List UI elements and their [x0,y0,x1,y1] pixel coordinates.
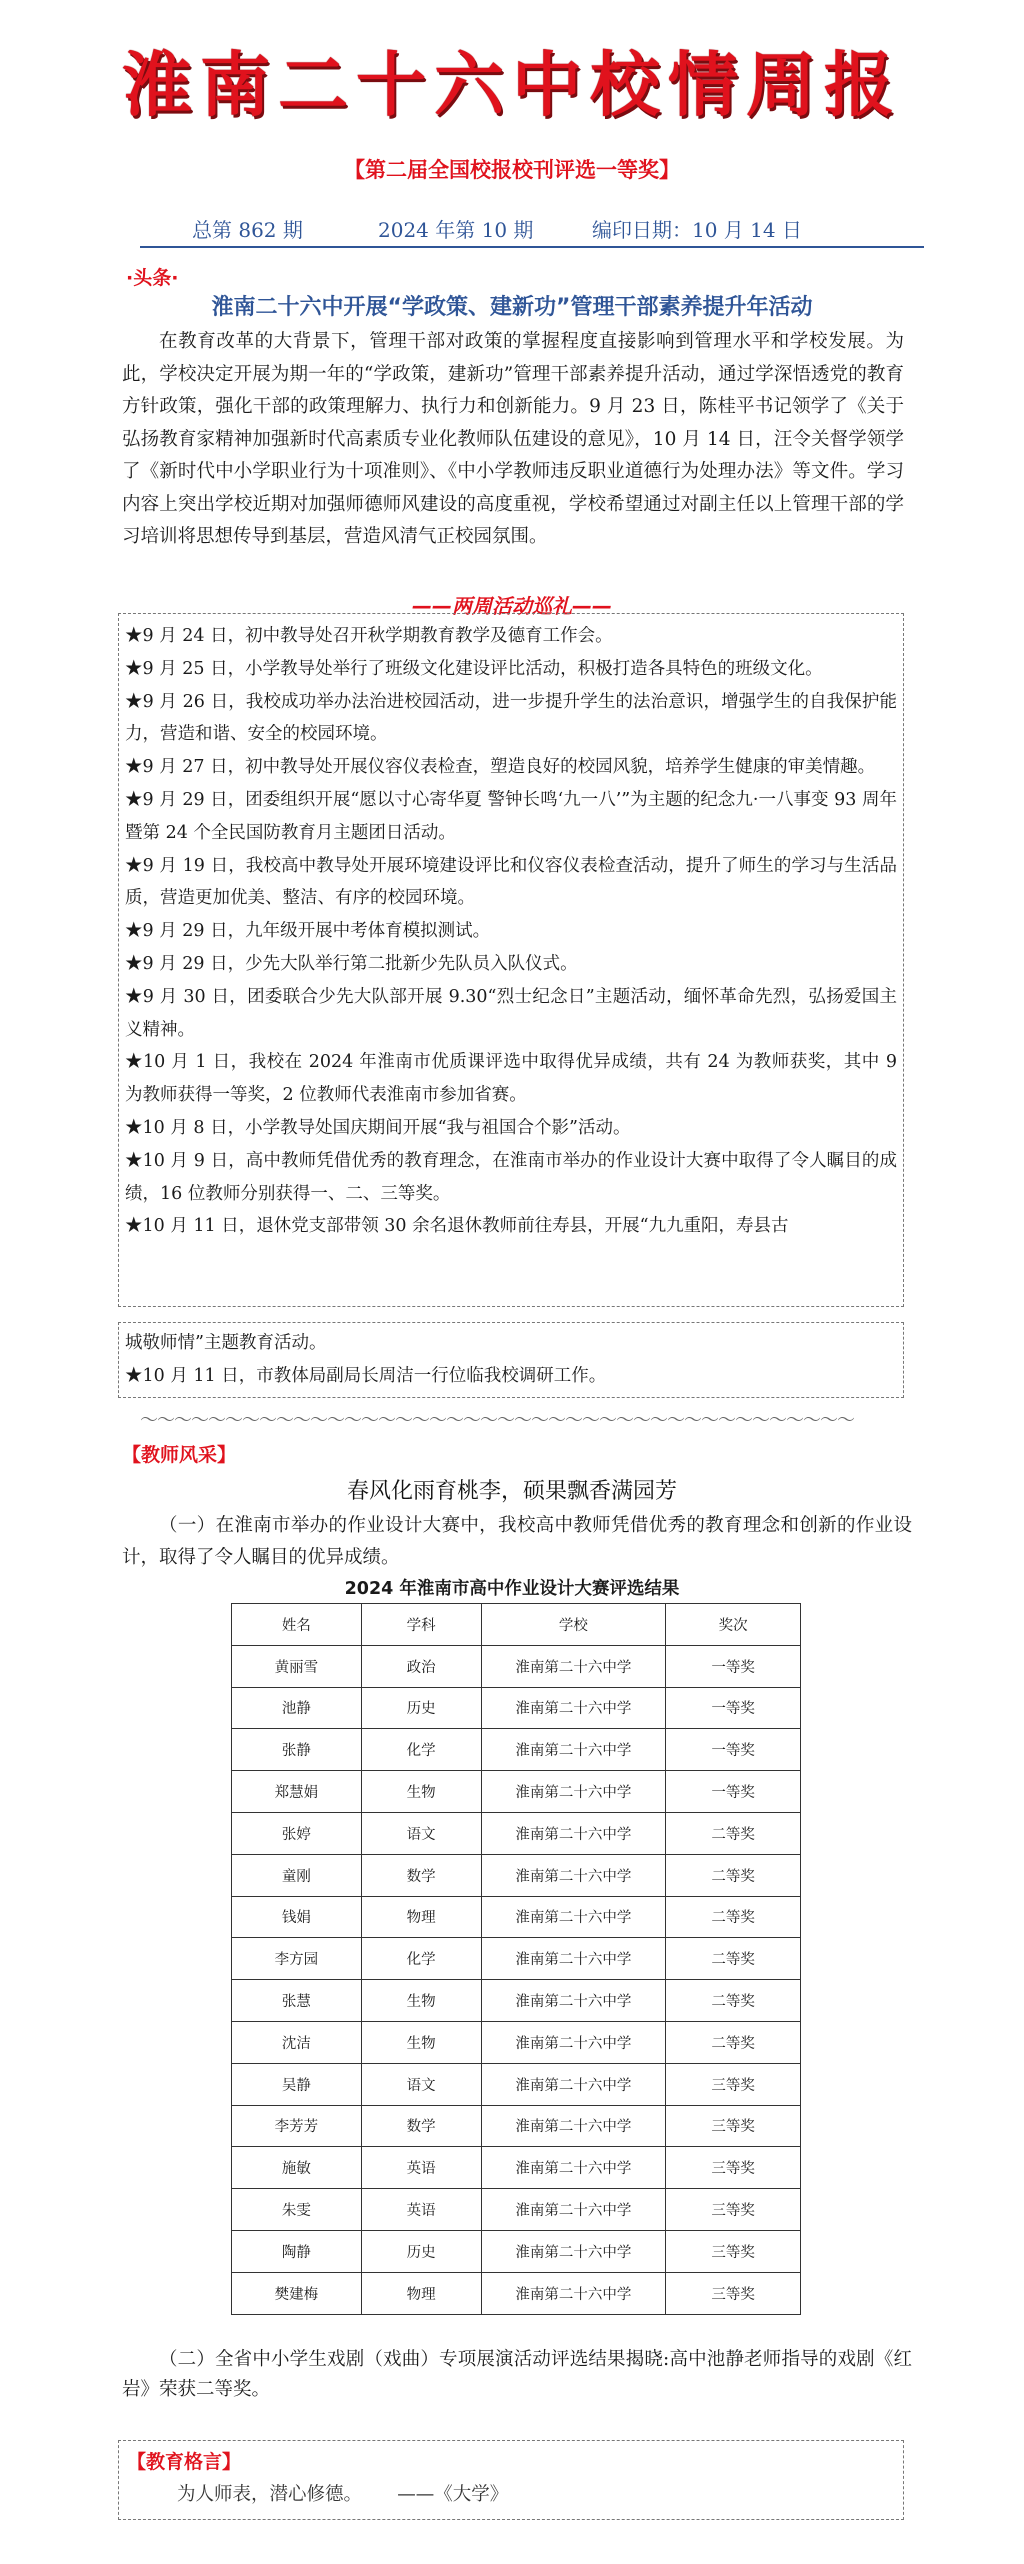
activities-title: ——两周活动巡礼—— [412,594,612,618]
table-header-row [232,1604,801,1646]
cell-subject: 英语 [361,2147,481,2189]
cell-name: 施敏 [232,2147,362,2189]
cell-award: 三等奖 [666,2105,801,2147]
activity-item: ★9 月 27 日，初中教导处开展仪容仪表检查，塑造良好的校园风貌，培养学生健康的审美情趣。 [125,757,876,778]
activity-item: ★9 月 25 日，小学教导处举行了班级文化建设评比活动，积极打造各具特色的班级文化。 [125,658,823,679]
table-row [232,2021,801,2063]
table-row [232,2189,801,2231]
teacher-section-tag: 【教师风采】 [122,1444,237,1466]
table-row [232,1812,801,1854]
cell-school: 淮南第二十六中学 [481,2147,666,2189]
table-row [232,2230,801,2272]
cell-school: 淮南第二十六中学 [481,1729,666,1771]
table-row [232,1896,801,1938]
cell-subject: 历史 [361,1687,481,1729]
cell-name: 池静 [232,1687,362,1729]
cell-school: 淮南第二十六中学 [481,2230,666,2272]
cell-award: 三等奖 [666,2230,801,2272]
cell-name: 黄丽雪 [232,1645,362,1687]
cell-award: 一等奖 [666,1729,801,1771]
activity-item: ★9 月 29 日，九年级开展中考体育模拟测试。 [125,921,491,942]
cell-award: 一等奖 [666,1645,801,1687]
cell-subject: 化学 [361,1729,481,1771]
award-banner: 【第二届全国校报校刊评选一等奖】 [344,158,680,182]
cell-school: 淮南第二十六中学 [481,1687,666,1729]
table-row [232,1645,801,1687]
header-award: 奖次 [666,1604,801,1646]
activity-item: ★9 月 26 日，我校成功举办法治进校园活动，进一步提升学生的法治意识，增强学生的自我保护能力，营造和谐、安全的校园环境。 [125,691,897,745]
cell-subject: 数学 [361,1854,481,1896]
teacher-paragraph-1: （一）在淮南市举办的作业设计大赛中，我校高中教师凭借优秀的教育理念和创新的作业设计，取得了令人瞩目的优异成绩。 [122,1515,912,1568]
activity-item: ★9 月 19 日，我校高中教导处开展环境建设评比和仪容仪表检查活动，提升了师生的学习与生活品质，营造更加优美、整洁、有序的校园环境。 [125,855,897,909]
table-row [232,2147,801,2189]
issue-info-bar [140,208,924,248]
teacher-section-title: 春风化雨育桃李，硕果飘香满园芳 [346,1479,677,1504]
cell-name: 郑慧娟 [232,1771,362,1813]
cell-subject: 历史 [361,2230,481,2272]
activity-item: ★10 月 11 日，市教体局副局长周洁一行位临我校调研工作。 [125,1365,607,1386]
cell-name: 张慧 [232,1980,362,2022]
activity-item: ★10 月 9 日，高中教师凭借优秀的教育理念，在淮南市举办的作业设计大赛中取得了令人瞩目的成绩，16 位教师分别获得一、二、三等奖。 [125,1150,897,1204]
cell-subject: 数学 [361,2105,481,2147]
wave-divider: ～～～～～～～～～～～～～～～～～～～～～～～～～～～～～～～～～～～～～～～～～～ [140,1410,854,1431]
headline-tag: ·头条· [126,267,179,289]
activity-item: ★9 月 29 日，团委组织开展“愿以寸心寄华夏 警钟长鸣‘九一八’”为主题的纪念九·一八事变 93 周年暨第 24 个全民国防教育月主题团日活动。 [125,789,897,843]
cell-school: 淮南第二十六中学 [481,2021,666,2063]
table-row [232,1687,801,1729]
cell-name: 李芳芳 [232,2105,362,2147]
cell-school: 淮南第二十六中学 [481,2272,666,2314]
cell-name: 樊建梅 [232,2272,362,2314]
cell-name: 张婷 [232,1812,362,1854]
cell-school: 淮南第二十六中学 [481,2105,666,2147]
motto-box [118,2440,904,2520]
issue-total: 总第 862 期 [192,218,303,242]
masthead-title: 淮南二十六中校情周报 [122,44,902,126]
motto-tag: 【教育格言】 [127,2451,242,2473]
cell-subject: 生物 [361,1980,481,2022]
table-row [232,1729,801,1771]
activity-item: ★10 月 8 日，小学教导处国庆期间开展“我与祖国合个影”活动。 [125,1117,631,1138]
activity-item: ★10 月 11 日，退休党支部带领 30 余名退休教师前往寿县，开展“九九重阳，寿县古 [125,1216,789,1237]
activity-item: ★9 月 29 日，少先大队举行第二批新少先队员入队仪式。 [125,953,578,974]
results-table-title: 2024 年淮南市高中作业设计大赛评选结果 [344,1579,680,1599]
cell-award: 二等奖 [666,1896,801,1938]
activity-item: ★10 月 1 日，我校在 2024 年淮南市优质课评选中取得优异成绩，共有 24 为教师获奖，其中 9 为教师获得一等奖，2 位教师代表淮南市参加省赛。 [125,1052,897,1106]
cell-school: 淮南第二十六中学 [481,1938,666,1980]
table-row [232,2272,801,2314]
cell-subject: 语文 [361,2063,481,2105]
header-name: 姓名 [232,1604,362,1646]
cell-school: 淮南第二十六中学 [481,1896,666,1938]
table-row [232,2063,801,2105]
cell-award: 二等奖 [666,1980,801,2022]
issue-year: 2024 年第 10 期 [378,218,534,242]
header-subject: 学科 [361,1604,481,1646]
motto-text: 为人师表，潜心修德。 ——《大学》 [177,2484,509,2505]
cell-subject: 英语 [361,2189,481,2231]
headline-title: 淮南二十六中开展“学政策、建新功”管理干部素养提升年活动 [211,295,813,320]
lead-paragraph: 在教育改革的大背景下，管理干部对政策的掌握程度直接影响到管理水平和学校发展。为此，学校决定开展为期一年的“学政策，建新功”管理干部素养提升活动，通过学深悟透党的教育方针政策，强化干部的政策理解力、执行力和创新能力。9 月 23 日，陈桂平书记领学了《关于弘扬教育家精神加强新时代高素质专业化教师队伍建设的意见》，10 月 14 日，汪令关督学领学了《新时代中小学职业行为十项准则》、《中小学教师违反职业道德行为处理办法》等文件。学习内容上突出学校近期对加强师德师风建设的高度重视，学校希望通过对副主任以上管理干部的学习培训将思想传导到基层，营造风清气正校园氛围。 [122,331,904,547]
cell-name: 朱雯 [232,2189,362,2231]
header-school: 学校 [481,1604,666,1646]
cell-subject: 生物 [361,2021,481,2063]
cell-award: 三等奖 [666,2063,801,2105]
cell-school: 淮南第二十六中学 [481,1980,666,2022]
cell-award: 二等奖 [666,1938,801,1980]
cell-award: 三等奖 [666,2189,801,2231]
activities-box-continued [118,1322,904,1398]
cell-award: 二等奖 [666,1812,801,1854]
activity-item: 城敬师情”主题教育活动。 [125,1333,327,1353]
cell-school: 淮南第二十六中学 [481,1812,666,1854]
table-row [232,1980,801,2022]
cell-school: 淮南第二十六中学 [481,2063,666,2105]
cell-school: 淮南第二十六中学 [481,1771,666,1813]
cell-name: 吴静 [232,2063,362,2105]
cell-name: 张静 [232,1729,362,1771]
cell-award: 一等奖 [666,1771,801,1813]
activity-item: ★9 月 30 日，团委联合少先大队部开展 9.30“烈士纪念日”主题活动，缅怀革命先烈，弘扬爱国主义精神。 [125,986,897,1040]
results-table [231,1603,801,2315]
cell-school: 淮南第二十六中学 [481,1645,666,1687]
cell-award: 二等奖 [666,1854,801,1896]
cell-subject: 物理 [361,1896,481,1938]
cell-subject: 生物 [361,1771,481,1813]
cell-award: 一等奖 [666,1687,801,1729]
cell-name: 陶静 [232,2230,362,2272]
cell-award: 三等奖 [666,2272,801,2314]
cell-name: 钱娟 [232,1896,362,1938]
activities-box [118,613,904,1307]
table-row [232,2105,801,2147]
cell-subject: 化学 [361,1938,481,1980]
cell-subject: 语文 [361,1812,481,1854]
cell-name: 李方园 [232,1938,362,1980]
cell-name: 沈洁 [232,2021,362,2063]
cell-school: 淮南第二十六中学 [481,1854,666,1896]
activity-item: ★9 月 24 日，初中教导处召开秋学期教育教学及德育工作会。 [125,626,613,646]
cell-name: 童刚 [232,1854,362,1896]
cell-subject: 政治 [361,1645,481,1687]
cell-award: 二等奖 [666,2021,801,2063]
table-row [232,1771,801,1813]
issue-print-date: 编印日期：10 月 14 日 [592,218,802,242]
results-table-body [232,1645,801,2314]
cell-school: 淮南第二十六中学 [481,2189,666,2231]
table-row [232,1854,801,1896]
teacher-paragraph-2: （二）全省中小学生戏剧（戏曲）专项展演活动评选结果揭晓:高中池静老师指导的戏剧《红岩》荣获二等奖。 [122,2349,912,2400]
cell-award: 三等奖 [666,2147,801,2189]
table-row [232,1938,801,1980]
cell-subject: 物理 [361,2272,481,2314]
